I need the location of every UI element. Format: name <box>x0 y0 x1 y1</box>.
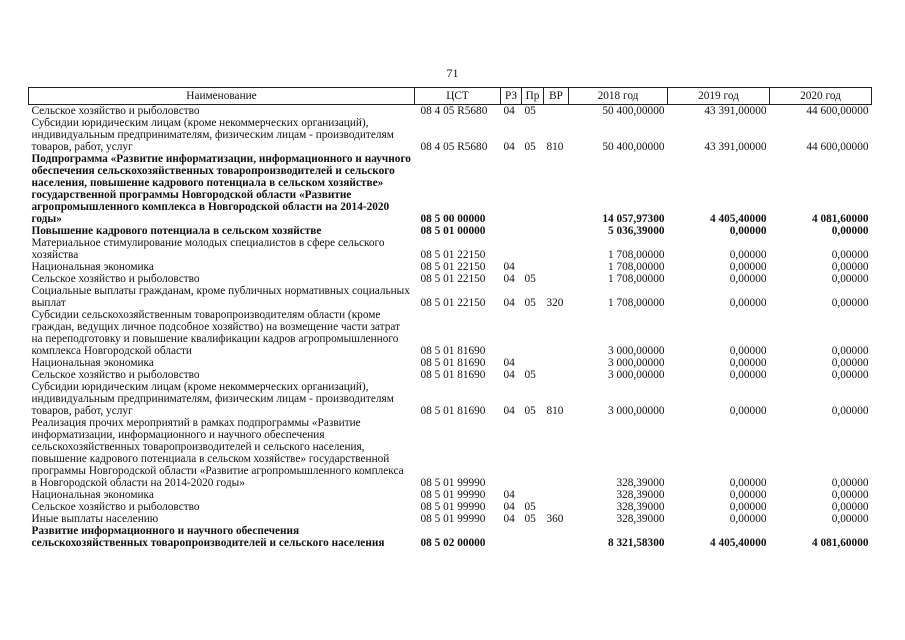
cell-rz: 04 <box>503 513 515 525</box>
cell-2020: 0,00000 <box>831 297 869 309</box>
header-cst: ЦСТ <box>415 88 501 105</box>
cell-cst: 08 4 05 R5680 <box>420 141 488 153</box>
budget-table <box>28 87 872 549</box>
table-row <box>29 489 872 501</box>
header-rz: РЗ <box>501 88 522 105</box>
cell-2018: 3 000,00000 <box>608 357 665 369</box>
table-row <box>29 237 872 261</box>
cell-2020: 0,00000 <box>831 249 869 261</box>
table-row <box>29 417 872 489</box>
header-2018: 2018 год <box>569 88 668 105</box>
cell-rz: 04 <box>503 501 515 513</box>
cell-2019: 4 405,40000 <box>710 213 767 225</box>
cell-vr <box>544 237 569 261</box>
page-number: 71 <box>446 66 459 80</box>
cell-pr: 05 <box>524 141 536 153</box>
cell-name: Сельское хозяйство и рыболовство <box>31 105 200 117</box>
cell-pr: 05 <box>524 369 536 381</box>
cell-cst: 08 5 01 00000 <box>420 225 486 237</box>
cell-rz: 04 <box>503 489 515 501</box>
table-row <box>29 369 872 381</box>
cell-vr <box>544 525 569 549</box>
cell-rz <box>501 309 522 357</box>
cell-pr <box>522 153 544 225</box>
cell-rz: 04 <box>503 141 515 153</box>
table-row <box>29 357 872 369</box>
cell-2018: 3 000,00000 <box>608 369 665 381</box>
cell-vr <box>544 273 569 285</box>
table-row <box>29 117 872 153</box>
cell-cst: 08 5 01 99990 <box>420 513 486 525</box>
cell-pr: 05 <box>524 501 536 513</box>
cell-2020: 0,00000 <box>831 369 869 381</box>
cell-name: Развитие информационного и научного обеспечения сельскохозяйственных товаропроизводителей и сельского населения <box>31 525 385 549</box>
cell-2020: 0,00000 <box>831 273 869 285</box>
cell-rz <box>501 225 522 237</box>
cell-2018: 328,39000 <box>616 513 665 525</box>
table-row <box>29 273 872 285</box>
cell-2019: 0,00000 <box>729 501 767 513</box>
cell-vr: 810 <box>546 405 564 417</box>
cell-2019: 0,00000 <box>729 477 767 489</box>
cell-2019: 0,00000 <box>729 261 767 273</box>
table-row <box>29 309 872 357</box>
cell-rz: 04 <box>503 369 515 381</box>
cell-pr <box>522 225 544 237</box>
cell-2018: 5 036,39000 <box>608 225 665 237</box>
cell-2019: 0,00000 <box>729 489 767 501</box>
cell-pr <box>522 525 544 549</box>
cell-2019: 0,00000 <box>729 405 767 417</box>
cell-vr <box>544 309 569 357</box>
cell-name: Субсидии юридическим лицам (кроме некоммерческих организаций), индивидуальным предпринимателям, физическим лицам - производителям товаров, работ, услуг <box>31 381 394 417</box>
table-row <box>29 105 872 118</box>
cell-2020: 44 600,00000 <box>806 105 869 117</box>
cell-2019: 0,00000 <box>729 297 767 309</box>
cell-cst: 08 5 01 22150 <box>420 261 486 273</box>
cell-pr <box>522 489 544 501</box>
cell-cst: 08 5 00 00000 <box>420 213 486 225</box>
cell-rz <box>501 237 522 261</box>
cell-cst: 08 5 01 81690 <box>420 345 486 357</box>
cell-cst: 08 5 01 22150 <box>420 249 486 261</box>
cell-pr: 05 <box>524 297 536 309</box>
cell-name: Субсидии юридическим лицам (кроме некоммерческих организаций), индивидуальным предпринимателям, физическим лицам - производителям товаров, работ, услуг <box>31 117 394 153</box>
header-pr: Пр <box>522 88 544 105</box>
table-row <box>29 285 872 309</box>
cell-name: Сельское хозяйство и рыболовство <box>31 501 200 513</box>
cell-2019: 43 391,00000 <box>704 141 767 153</box>
cell-cst: 08 5 01 22150 <box>420 273 486 285</box>
cell-name: Сельское хозяйство и рыболовство <box>31 273 200 285</box>
cell-name: Сельское хозяйство и рыболовство <box>31 369 200 381</box>
cell-pr <box>522 261 544 273</box>
cell-name: Национальная экономика <box>31 489 154 501</box>
cell-rz <box>501 417 522 489</box>
cell-name: Иные выплаты населению <box>31 513 159 525</box>
cell-2020: 44 600,00000 <box>806 141 869 153</box>
cell-2019: 0,00000 <box>729 357 767 369</box>
cell-pr <box>522 357 544 369</box>
cell-2019: 43 391,00000 <box>704 105 767 117</box>
cell-name: Реализация прочих мероприятий в рамках подпрограммы «Развитие информатизации, информационного и научного обеспечения сельскохозяйственных товаропроизводителей и сельского населения, повышение кадрового потенциала в сельском хозяйстве» государственной программы Новгородской области «Развитие агропромышленного комплекса в Новгородской области на 2014-2020 годы» <box>31 417 404 489</box>
table-row <box>29 225 872 237</box>
cell-pr <box>522 309 544 357</box>
cell-2020: 0,00000 <box>831 489 869 501</box>
cell-2018: 328,39000 <box>616 489 665 501</box>
cell-pr <box>522 417 544 489</box>
table-row <box>29 501 872 513</box>
cell-cst: 08 5 01 99990 <box>420 489 486 501</box>
cell-2020: 0,00000 <box>831 513 869 525</box>
cell-vr <box>544 105 569 118</box>
cell-vr <box>544 225 569 237</box>
cell-vr <box>544 369 569 381</box>
cell-2020: 0,00000 <box>831 261 869 273</box>
cell-vr <box>544 153 569 225</box>
cell-name: Повышение кадрового потенциала в сельском хозяйстве <box>31 225 322 237</box>
cell-2018: 50 400,00000 <box>602 141 665 153</box>
cell-2018: 3 000,00000 <box>608 405 665 417</box>
cell-2020: 0,00000 <box>831 477 869 489</box>
cell-rz: 04 <box>503 405 515 417</box>
cell-rz: 04 <box>503 297 515 309</box>
cell-2019: 0,00000 <box>729 249 767 261</box>
cell-2018: 1 708,00000 <box>608 297 665 309</box>
cell-pr <box>522 237 544 261</box>
table-row <box>29 525 872 549</box>
cell-name: Национальная экономика <box>31 261 154 273</box>
cell-rz: 04 <box>503 261 515 273</box>
cell-2020: 4 081,60000 <box>812 537 869 549</box>
table-row <box>29 261 872 273</box>
cell-pr: 05 <box>524 513 536 525</box>
header-2020: 2020 год <box>770 88 872 105</box>
cell-2018: 8 321,58300 <box>608 537 665 549</box>
cell-rz <box>501 153 522 225</box>
cell-cst: 08 5 01 81690 <box>420 405 486 417</box>
cell-2020: 0,00000 <box>831 225 869 237</box>
table-row <box>29 513 872 525</box>
cell-rz <box>501 525 522 549</box>
cell-2019: 0,00000 <box>729 513 767 525</box>
cell-rz: 04 <box>503 273 515 285</box>
cell-2018: 1 708,00000 <box>608 261 665 273</box>
cell-2018: 328,39000 <box>616 477 665 489</box>
cell-2020: 0,00000 <box>831 501 869 513</box>
cell-2019: 0,00000 <box>729 273 767 285</box>
cell-cst: 08 5 01 99990 <box>420 501 486 513</box>
table-row <box>29 153 872 225</box>
cell-vr: 320 <box>546 297 564 309</box>
cell-vr <box>544 261 569 273</box>
header-vr: ВР <box>544 88 569 105</box>
cell-vr: 810 <box>546 141 564 153</box>
cell-cst: 08 4 05 R5680 <box>420 105 488 117</box>
cell-2018: 1 708,00000 <box>608 273 665 285</box>
table-header-row <box>29 88 872 105</box>
header-2019: 2019 год <box>668 88 770 105</box>
cell-pr: 05 <box>524 273 536 285</box>
cell-vr: 360 <box>546 513 564 525</box>
table-row <box>29 381 872 417</box>
cell-2019: 0,00000 <box>729 345 767 357</box>
cell-cst: 08 5 01 81690 <box>420 369 486 381</box>
cell-vr <box>544 357 569 369</box>
cell-name: Национальная экономика <box>31 357 154 369</box>
cell-name: Субсидии сельскохозяйственным товаропроизводителям области (кроме граждан, ведущих личное подсобное хозяйство) на возмещение части затрат на переподготовку и повышение квалификации кадров агропромышленного комплекса Новгородской области <box>31 309 401 357</box>
cell-cst: 08 5 01 99990 <box>420 477 486 489</box>
cell-2018: 1 708,00000 <box>608 249 665 261</box>
cell-2019: 4 405,40000 <box>710 537 767 549</box>
cell-2018: 328,39000 <box>616 501 665 513</box>
cell-vr <box>544 501 569 513</box>
cell-2019: 0,00000 <box>729 369 767 381</box>
cell-cst: 08 5 01 81690 <box>420 357 486 369</box>
cell-2019: 0,00000 <box>729 225 767 237</box>
cell-vr <box>544 417 569 489</box>
cell-2018: 3 000,00000 <box>608 345 665 357</box>
cell-name: Материальное стимулирование молодых специалистов в сфере сельского хозяйства <box>31 237 385 261</box>
cell-2020: 0,00000 <box>831 345 869 357</box>
cell-2020: 0,00000 <box>831 405 869 417</box>
cell-rz: 04 <box>503 105 515 117</box>
cell-pr: 05 <box>524 105 536 117</box>
cell-cst: 08 5 01 22150 <box>420 297 486 309</box>
cell-2018: 50 400,00000 <box>602 105 665 117</box>
cell-pr: 05 <box>524 405 536 417</box>
cell-2018: 14 057,97300 <box>602 213 665 225</box>
cell-name: Подпрограмма «Развитие информатизации, информационного и научного обеспечения сельскохозяйственных товаропроизводителей и сельского населения, повышение кадрового потенциала в сельском хозяйстве» государственной программы Новгородской области «Развитие агропромышленного комплекса в Новгородской области на 2014-2020 годы» <box>31 153 411 225</box>
cell-vr <box>544 489 569 501</box>
cell-2020: 4 081,60000 <box>812 213 869 225</box>
cell-rz: 04 <box>503 357 515 369</box>
cell-2020: 0,00000 <box>831 357 869 369</box>
cell-name: Социальные выплаты гражданам, кроме публичных нормативных социальных выплат <box>31 285 410 309</box>
cell-cst: 08 5 02 00000 <box>420 537 486 549</box>
header-name: Наименование <box>29 88 415 105</box>
